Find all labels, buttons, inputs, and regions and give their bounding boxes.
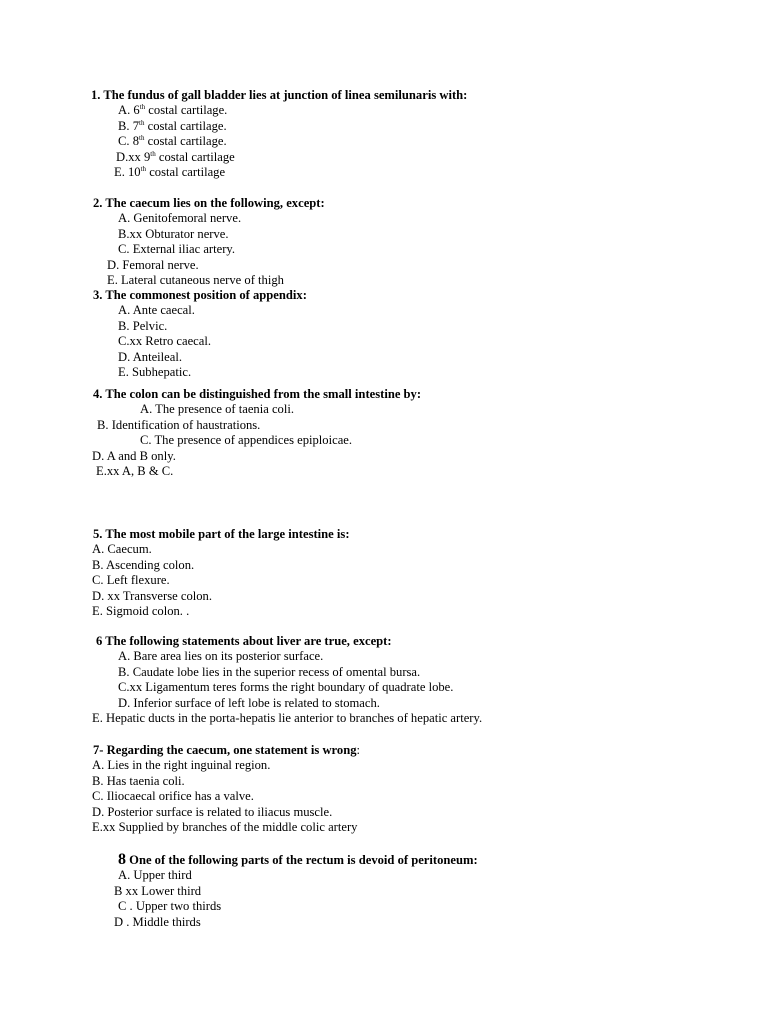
option-c: C. The presence of appendices epiploicae. [140,433,353,448]
option-b: B. Pelvic. [118,318,168,333]
option-e: E. 10th costal cartilage [114,165,226,180]
option-e: E. Sigmoid colon. . [92,604,190,619]
option-e: E. Lateral cutaneous nerve of thigh [107,273,284,288]
question-7 [0,743,360,835]
question-title: 1. The fundus of gall bladder lies at junction of linea semilunaris with: [91,88,468,102]
option-e: E. Subhepatic. [118,365,192,380]
option-a: A. Caecum. [92,542,152,557]
option-d: D. A and B only. [92,448,176,463]
option-c: C.xx Retro caecal. [118,334,212,349]
option-c: C. Left flexure. [92,573,170,588]
option-b: B. Ascending colon. [92,557,195,572]
option-a: A. 6th costal cartilage. [118,103,228,118]
option-c: C. 8th costal cartilage. [118,134,227,149]
option-c: C. External iliac artery. [118,242,236,257]
option-d: D. Inferior surface of left lobe is related to stomach. [118,695,380,710]
question-title: 3. The commonest position of appendix: [93,288,307,302]
option-b: B. Caudate lobe lies in the superior recess of omental bursa. [118,664,421,679]
question-3 [0,288,307,380]
option-a: A. Lies in the right inguinal region. [92,758,271,773]
option-a: A. Bare area lies on its posterior surface. [118,649,324,664]
question-title: 7- Regarding the caecum, one statement is wrong: [93,743,360,757]
question-title: 8 One of the following parts of the rectum is devoid of peritoneum: [118,851,478,868]
option-a: A. The presence of taenia coli. [140,402,294,417]
option-d: D. Femoral nerve. [107,257,199,272]
question-title: 2. The caecum lies on the following, except: [93,196,325,210]
option-b: B.xx Obturator nerve. [118,226,229,241]
option-d: D. xx Transverse colon. [92,588,212,603]
option-d: D. Anteileal. [118,349,183,364]
option-a: A. Ante caecal. [118,303,195,318]
option-c: C . Upper two thirds [118,899,222,914]
option-c: C.xx Ligamentum teres forms the right boundary of quadrate lobe. [118,680,454,695]
option-d: D . Middle thirds [114,914,201,929]
option-d: D. Posterior surface is related to iliacus muscle. [92,804,333,819]
question-title: 4. The colon can be distinguished from the small intestine by: [93,387,422,401]
option-a: A. Genitofemoral nerve. [118,211,242,226]
option-b: B. 7th costal cartilage. [118,118,227,133]
option-d: D.xx 9th costal cartilage [116,149,235,164]
question-8 [0,852,478,930]
question-1 [0,88,467,180]
option-e: E. Hepatic ducts in the porta-hepatis lie anterior to branches of hepatic artery. [92,711,483,726]
question-2 [0,196,325,288]
option-b: B. Has taenia coli. [92,773,185,788]
option-b: B. Identification of haustrations. [97,417,261,432]
option-c: C. Iliocaecal orifice has a valve. [92,789,254,804]
option-e: E.xx A, B & C. [96,464,174,479]
question-4 [0,387,421,479]
question-5 [0,527,350,619]
question-6 [0,634,482,726]
option-e: E.xx Supplied by branches of the middle colic artery [92,820,358,835]
question-title: 5. The most mobile part of the large intestine is: [93,527,350,541]
question-title: 6 The following statements about liver are true, except: [96,634,392,648]
option-b: B xx Lower third [114,883,202,898]
option-a: A. Upper third [118,868,192,883]
